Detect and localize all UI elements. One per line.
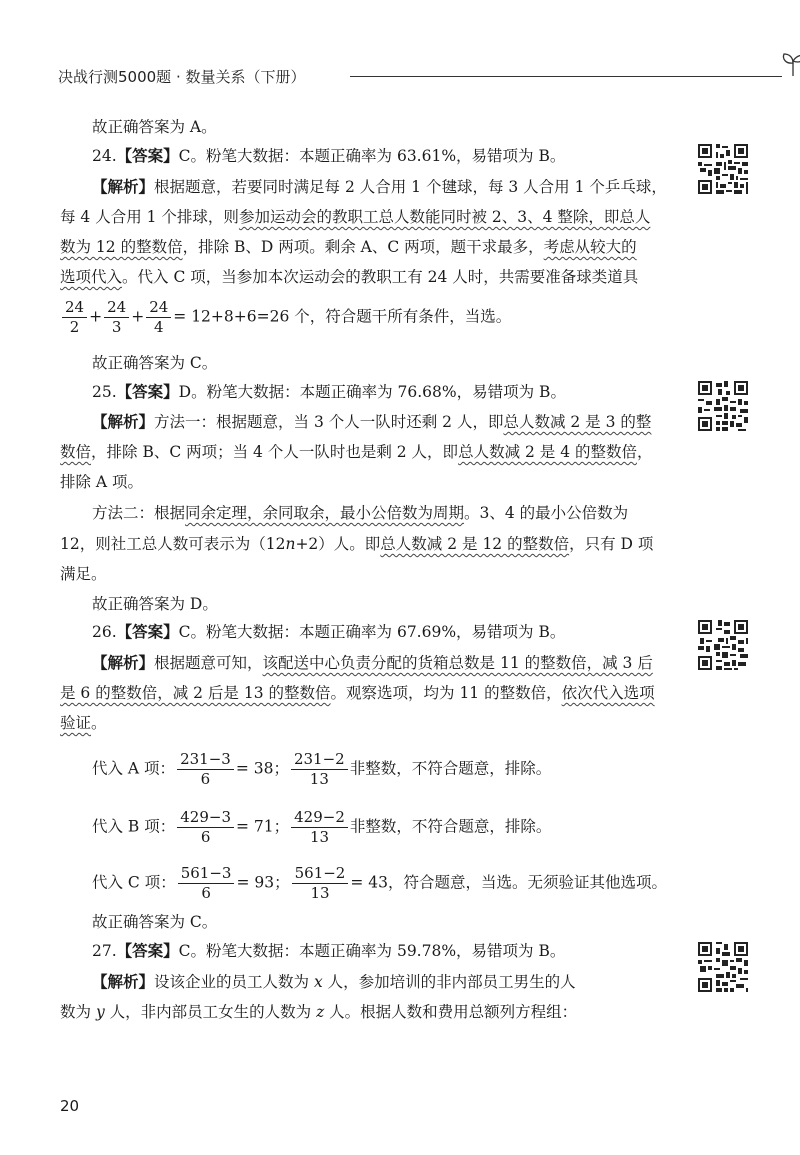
analysis-24-line-2 (60, 206, 650, 228)
analysis-text: ，排除 B、D 两项。剩余 A、C 两项，题干求最多， (182, 238, 544, 256)
analysis-text: 数为 (60, 1003, 96, 1021)
analysis-25-line-end: 满足。 (60, 565, 107, 583)
substitution-row-a (92, 750, 551, 789)
answer-text: C。粉笔大数据：本题正确率为 67.69%，易错项为 B。 (178, 623, 566, 641)
qr-code-icon[interactable] (696, 940, 750, 994)
analysis-26-line-1 (92, 652, 653, 674)
emphasis-text: 数为 12 的整数倍 (60, 238, 183, 256)
analysis-text: 。代入 C 项，当参加本次运动会的教职工有 24 人时，共需要准备球类道具 (122, 268, 639, 286)
question-25-answer (92, 381, 566, 403)
answer-conclusion: 故正确答案为 A。 (92, 118, 217, 136)
emphasis-text: 总人数减 2 是 3 的整 (503, 413, 652, 431)
result: = 93； (236, 873, 290, 892)
substitution-row-b (92, 808, 551, 847)
analysis-text: 。3、4 的最小公倍数为 (464, 504, 629, 522)
analysis-text: ， (637, 443, 653, 461)
analysis-text: 人，非内部员工女生的人数为 (104, 1003, 317, 1021)
analysis-24-line-4 (60, 266, 638, 288)
header-title: 决战行测5000题 · 数量关系（下册） (58, 68, 306, 86)
analysis-25-method-2 (92, 502, 628, 524)
row-label: 代入 C 项： (92, 873, 176, 892)
analysis-text: 方法二：根据 (92, 504, 186, 522)
formula-result: = 12+8+6=26 个，符合题干所有条件，当选。 (173, 307, 512, 326)
analysis-text: 方法一：根据题意，当 3 个人一队时还剩 2 人，即 (154, 413, 504, 431)
fraction: $\frac{231-3}{6}$ (177, 750, 234, 789)
question-26-answer (92, 621, 565, 643)
analysis-text: +2）人。即 (295, 535, 381, 553)
emphasis-text: 选项代入 (60, 268, 123, 286)
qr-code-icon[interactable] (696, 379, 750, 433)
result: = 43，符合题意，当选。无须验证其他选项。 (350, 873, 667, 892)
answer-tag: 【答案】 (116, 147, 179, 165)
analysis-tag: 【解析】 (92, 654, 155, 672)
substitution-row-c (92, 864, 667, 903)
emphasis-text: 数倍 (60, 443, 92, 461)
analysis-27-line-2 (60, 1001, 577, 1023)
emphasis-text: 依次代入选项 (561, 684, 655, 702)
variable: n (285, 535, 296, 553)
answer-conclusion: 故正确答案为 D。 (92, 595, 218, 613)
answer-text: D。粉笔大数据：本题正确率为 76.68%，易错项为 B。 (178, 383, 566, 401)
analysis-text: ，排除 B、C 两项；当 4 个人一队时也是剩 2 人，即 (91, 443, 459, 461)
row-label: 代入 B 项： (92, 817, 176, 836)
result: = 71； (236, 817, 290, 836)
question-24-answer (92, 145, 565, 167)
answer-text: C。粉笔大数据：本题正确率为 59.78%，易错项为 B。 (178, 942, 566, 960)
question-27-answer (92, 940, 565, 962)
analysis-text: 。观察选项，均为 11 的整数倍， (330, 684, 562, 702)
analysis-25-line-3: 排除 A 项。 (60, 473, 144, 491)
analysis-text: 根据题意可知， (154, 654, 263, 672)
emphasis-text: 是 6 的整数倍，减 2 后是 13 的整数倍 (60, 684, 331, 702)
running-header (58, 62, 758, 92)
fraction: $\frac{24}{3}$ (104, 298, 129, 337)
answer-tag: 【答案】 (116, 942, 179, 960)
analysis-25-method-2-line-2 (60, 533, 653, 555)
question-number: 27. (92, 942, 117, 960)
emphasis-text: 考虑从较大的 (543, 238, 637, 256)
header-rule (350, 76, 782, 77)
question-number: 25. (92, 383, 117, 401)
sprout-icon (778, 48, 800, 78)
answer-conclusion: 故正确答案为 C。 (92, 913, 218, 931)
analysis-text: 人，参加培训的非内部员工男生的人 (322, 973, 576, 991)
analysis-text: 人。根据人数和费用总额列方程组： (324, 1003, 578, 1021)
analysis-text: 。 (91, 714, 107, 732)
analysis-24-line-1 (92, 176, 667, 198)
analysis-text: 设该企业的员工人数为 (154, 973, 314, 991)
analysis-text: 每 4 人合用 1 个排球，则 (60, 208, 239, 226)
result: = 38； (235, 759, 289, 778)
question-number: 24. (92, 147, 117, 165)
fraction: $\frac{561-3}{6}$ (178, 864, 235, 903)
emphasis-text: 该配送中心负责分配的货箱总数是 11 的整数倍，减 3 后 (262, 654, 653, 672)
analysis-25-line-1 (92, 411, 651, 433)
analysis-26-line-2 (60, 682, 655, 704)
analysis-text: ，只有 D 项 (569, 535, 654, 553)
analysis-25-line-2 (60, 441, 653, 463)
answer-conclusion: 故正确答案为 C。 (92, 354, 218, 372)
row-label: 代入 A 项： (92, 759, 176, 778)
analysis-tag: 【解析】 (92, 413, 155, 431)
result: 非整数，不符合题意，排除。 (349, 817, 552, 836)
fraction: $\frac{561-2}{13}$ (292, 864, 349, 903)
fraction: $\frac{429-3}{6}$ (177, 808, 234, 847)
analysis-text: 根据题意，若要同时满足每 2 人合用 1 个毽球，每 3 人合用 1 个乒乓球， (154, 178, 667, 196)
analysis-24-line-3 (60, 236, 637, 258)
analysis-24-formula: $\frac{24}{2}$ + $\frac{24}{3}$ + $\frac{24}{4}$ = 12+8+6=26 个，符合题干所有条件，当选。 (60, 298, 511, 337)
question-number: 26. (92, 623, 117, 641)
fraction: $\frac{429-2}{13}$ (291, 808, 348, 847)
fraction: $\frac{24}{2}$ (62, 298, 87, 337)
answer-tag: 【答案】 (116, 383, 179, 401)
result: 非整数，不符合题意，排除。 (349, 759, 552, 778)
emphasis-text: 验证 (60, 714, 92, 732)
emphasis-text: 总人数减 2 是 4 的整数倍 (458, 443, 637, 461)
analysis-tag: 【解析】 (92, 178, 155, 196)
emphasis-text: 参加运动会的教职工总人数能同时被 2、3、4 整除，即总人 (238, 208, 651, 226)
variable: x (313, 973, 323, 991)
fraction: $\frac{24}{4}$ (146, 298, 171, 337)
analysis-26-line-3 (60, 712, 107, 734)
variable: z (316, 1003, 325, 1021)
variable: y (95, 1003, 105, 1021)
page-number: 20 (60, 1097, 80, 1115)
emphasis-text: 同余定理，余同取余，最小公倍数为周期 (185, 504, 465, 522)
fraction: $\frac{231-2}{13}$ (291, 750, 348, 789)
analysis-27-line-1 (92, 971, 576, 993)
answer-text: C。粉笔大数据：本题正确率为 63.61%，易错项为 B。 (178, 147, 566, 165)
analysis-text: 12，则社工总人数可表示为（12 (60, 535, 286, 553)
emphasis-text: 总人数减 2 是 12 的整数倍 (380, 535, 570, 553)
answer-tag: 【答案】 (116, 623, 179, 641)
qr-code-icon[interactable] (696, 142, 750, 196)
qr-code-icon[interactable] (696, 618, 750, 672)
analysis-tag: 【解析】 (92, 973, 155, 991)
